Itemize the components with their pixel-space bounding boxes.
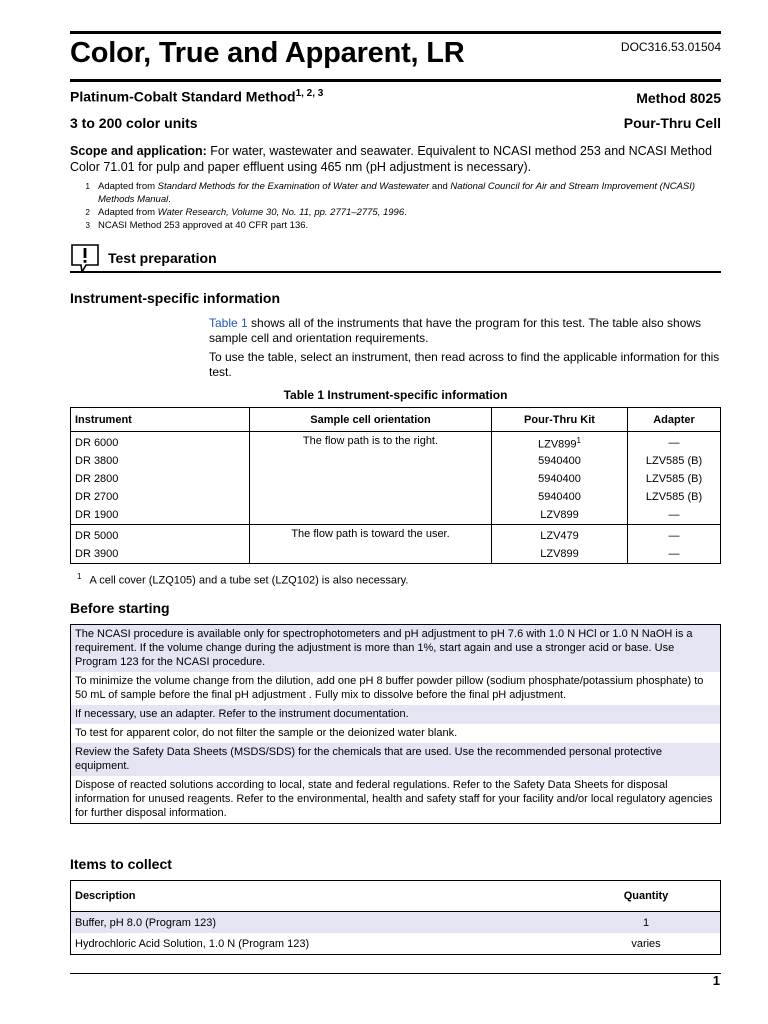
footer-rule: [70, 973, 721, 974]
footnote-2: [70, 206, 721, 219]
list-item: [71, 672, 721, 705]
table-1-caption: Table 1 Instrument-specific information: [283, 388, 508, 402]
cell-kit: LZV899: [492, 545, 628, 564]
col-kit: Pour-Thru Kit: [492, 408, 628, 432]
footnote-1: [70, 180, 721, 206]
fn-italic: Standard Methods for the Examination of Water and Wastewater: [157, 181, 430, 192]
footnote-number: 1: [85, 182, 90, 191]
footnotes: [70, 180, 721, 232]
cell-orientation: The flow path is toward the user.: [250, 525, 492, 564]
instrument-info-heading: Instrument-specific information: [70, 290, 281, 306]
range: 3 to 200 color units: [70, 115, 198, 131]
list-item: [71, 625, 721, 673]
cell-adapter: —: [628, 432, 721, 453]
attention-icon: [70, 243, 100, 273]
cell-instrument: DR 2800: [71, 470, 250, 488]
footnote-text: [98, 180, 721, 206]
scope-label: Scope and application:: [70, 144, 207, 158]
method-refs: 1, 2, 3: [295, 88, 324, 99]
kit-text: LZV899: [538, 438, 577, 451]
list-item: [71, 743, 721, 776]
list-item: [71, 705, 721, 724]
note-text: If necessary, use an adapter. Refer to the instrument documentation.: [71, 705, 721, 724]
page-number: 1: [712, 973, 720, 988]
doc-number: DOC316.53.01504: [620, 40, 721, 54]
cell-kit: 5940400: [492, 488, 628, 506]
table-row: [71, 525, 721, 546]
note-text: Review the Safety Data Sheets (MSDS/SDS) for the chemicals that are used. Use the recommended personal protective equipment.: [71, 743, 721, 776]
table-row: [71, 912, 721, 934]
col-instrument: Instrument: [71, 408, 250, 432]
method-number: Method 8025: [636, 90, 721, 106]
section-title: Test preparation: [108, 250, 217, 266]
cell-adapter: LZV585 (B): [628, 470, 721, 488]
page-title: Color, True and Apparent, LR: [70, 37, 465, 69]
note-text: To test for apparent color, do not filter the sample or the deionized water blank.: [75, 727, 458, 739]
cell-kit: 5940400: [492, 470, 628, 488]
cell-adapter: LZV585 (B): [628, 452, 721, 470]
fn-italic: Water Research, Volume 30, No. 11, pp. 2771–2775, 1996: [157, 207, 405, 218]
footnote-number: 2: [85, 208, 90, 217]
table-footnote: [70, 572, 408, 587]
top-rule: [70, 31, 721, 34]
items-heading: Items to collect: [70, 856, 172, 872]
cell-kit: LZV899: [492, 506, 628, 525]
before-starting-heading: Before starting: [70, 600, 170, 616]
table-row: [71, 933, 721, 955]
cell-instrument: DR 5000: [71, 525, 250, 546]
fn-italic: National Council for Air and Stream Improvement (NCASI) Methods Manual: [98, 181, 696, 205]
title-rule: [70, 79, 721, 82]
note-text: The NCASI procedure is available only for spectrophotometers and pH adjustment to pH 7.6 with 1.0 N HCl or 1.0 N NaOH is a requirement. If the volume change during the adjustment is more than 1%, start again and use a stronger acid or base. Use Program 123 for the NCASI procedure.: [71, 625, 721, 673]
cell-adapter: LZV585 (B): [628, 488, 721, 506]
cell-description: Buffer, pH 8.0 (Program 123): [71, 912, 573, 934]
before-starting-table: [70, 624, 721, 824]
items-header-row: [71, 881, 721, 912]
col-adapter: Adapter: [628, 408, 721, 432]
table-footnote-text: A cell cover (LZQ105) and a tube set (LZQ102) is also necessary.: [89, 574, 409, 587]
list-item: [71, 724, 721, 743]
col-quantity: Quantity: [572, 881, 721, 912]
cell-instrument: DR 1900: [71, 506, 250, 525]
cell-adapter: —: [628, 506, 721, 525]
instrument-info-para1: [209, 316, 721, 346]
cell-kit: LZV479: [492, 525, 628, 546]
note-text: To minimize the volume change from the dilution, add one pH 8 buffer powder pillow (sodium phosphate/potassium phosphate) to 50 mL of sample before the final pH adjustment . Fully mix to dissolve before the final pH adjustment.: [75, 675, 704, 701]
footnote-text: NCASI Method 253 approved at 40 CFR part 136.: [98, 220, 309, 231]
scope-text: For water, wastewater and seawater. Equivalent to NCASI method 253 and NCASI Method Color 71.01 for pulp and paper effluent using 465 nm (pH adjustment is necessary).: [70, 144, 712, 174]
table-footnote-number: 1: [77, 572, 82, 581]
fn-text: Adapted from: [98, 207, 158, 218]
fn-text: Adapted from: [98, 181, 158, 192]
cell-adapter: —: [628, 525, 721, 546]
note-text: Dispose of reacted solutions according to local, state and federal regulations. Refer to the Safety Data Sheets for disposal information for unused reagents. Refer to the environmental, health and safety staff for your facility and/or local regulatory agencies for further disposal information.: [75, 779, 713, 819]
table-1-link[interactable]: Table 1: [209, 316, 248, 330]
footnote-text: [98, 206, 407, 219]
kit-footnote-ref: 1: [576, 435, 581, 445]
fn-text: and: [429, 181, 451, 192]
method-name: [70, 88, 323, 105]
cell-type: Pour-Thru Cell: [623, 115, 721, 131]
scope-paragraph: [70, 143, 721, 175]
cell-instrument: DR 3800: [71, 452, 250, 470]
cell-instrument: DR 3900: [71, 545, 250, 564]
items-table: [70, 880, 721, 955]
table-header-row: [71, 408, 721, 432]
method-name-text: Platinum-Cobalt Standard Method: [70, 88, 296, 105]
footnote-number: 3: [85, 221, 90, 230]
cell-adapter: —: [628, 545, 721, 564]
para1-text: shows all of the instruments that have the program for this test. The table also shows sample cell and orientation requirements.: [209, 316, 702, 345]
fn-text: .: [404, 207, 407, 218]
instrument-table: [70, 407, 721, 564]
table-row: [71, 432, 721, 453]
instrument-info-para2: To use the table, select an instrument, then read across to find the applicable information for this test.: [209, 350, 720, 379]
cell-orientation: The flow path is to the right.: [250, 432, 492, 525]
col-orientation: Sample cell orientation: [250, 408, 492, 432]
cell-quantity: 1: [572, 912, 721, 934]
col-description: Description: [71, 881, 573, 912]
footnote-3: [70, 219, 721, 232]
cell-instrument: DR 2700: [71, 488, 250, 506]
cell-quantity: varies: [631, 937, 661, 950]
cell-description: Hydrochloric Acid Solution, 1.0 N (Program 123): [75, 937, 310, 950]
fn-text: .: [168, 194, 171, 205]
cell-kit: 5940400: [492, 452, 628, 470]
list-item: [71, 776, 721, 824]
cell-instrument: DR 6000: [71, 432, 250, 453]
cell-kit: [492, 432, 628, 453]
section-rule: [70, 271, 721, 273]
